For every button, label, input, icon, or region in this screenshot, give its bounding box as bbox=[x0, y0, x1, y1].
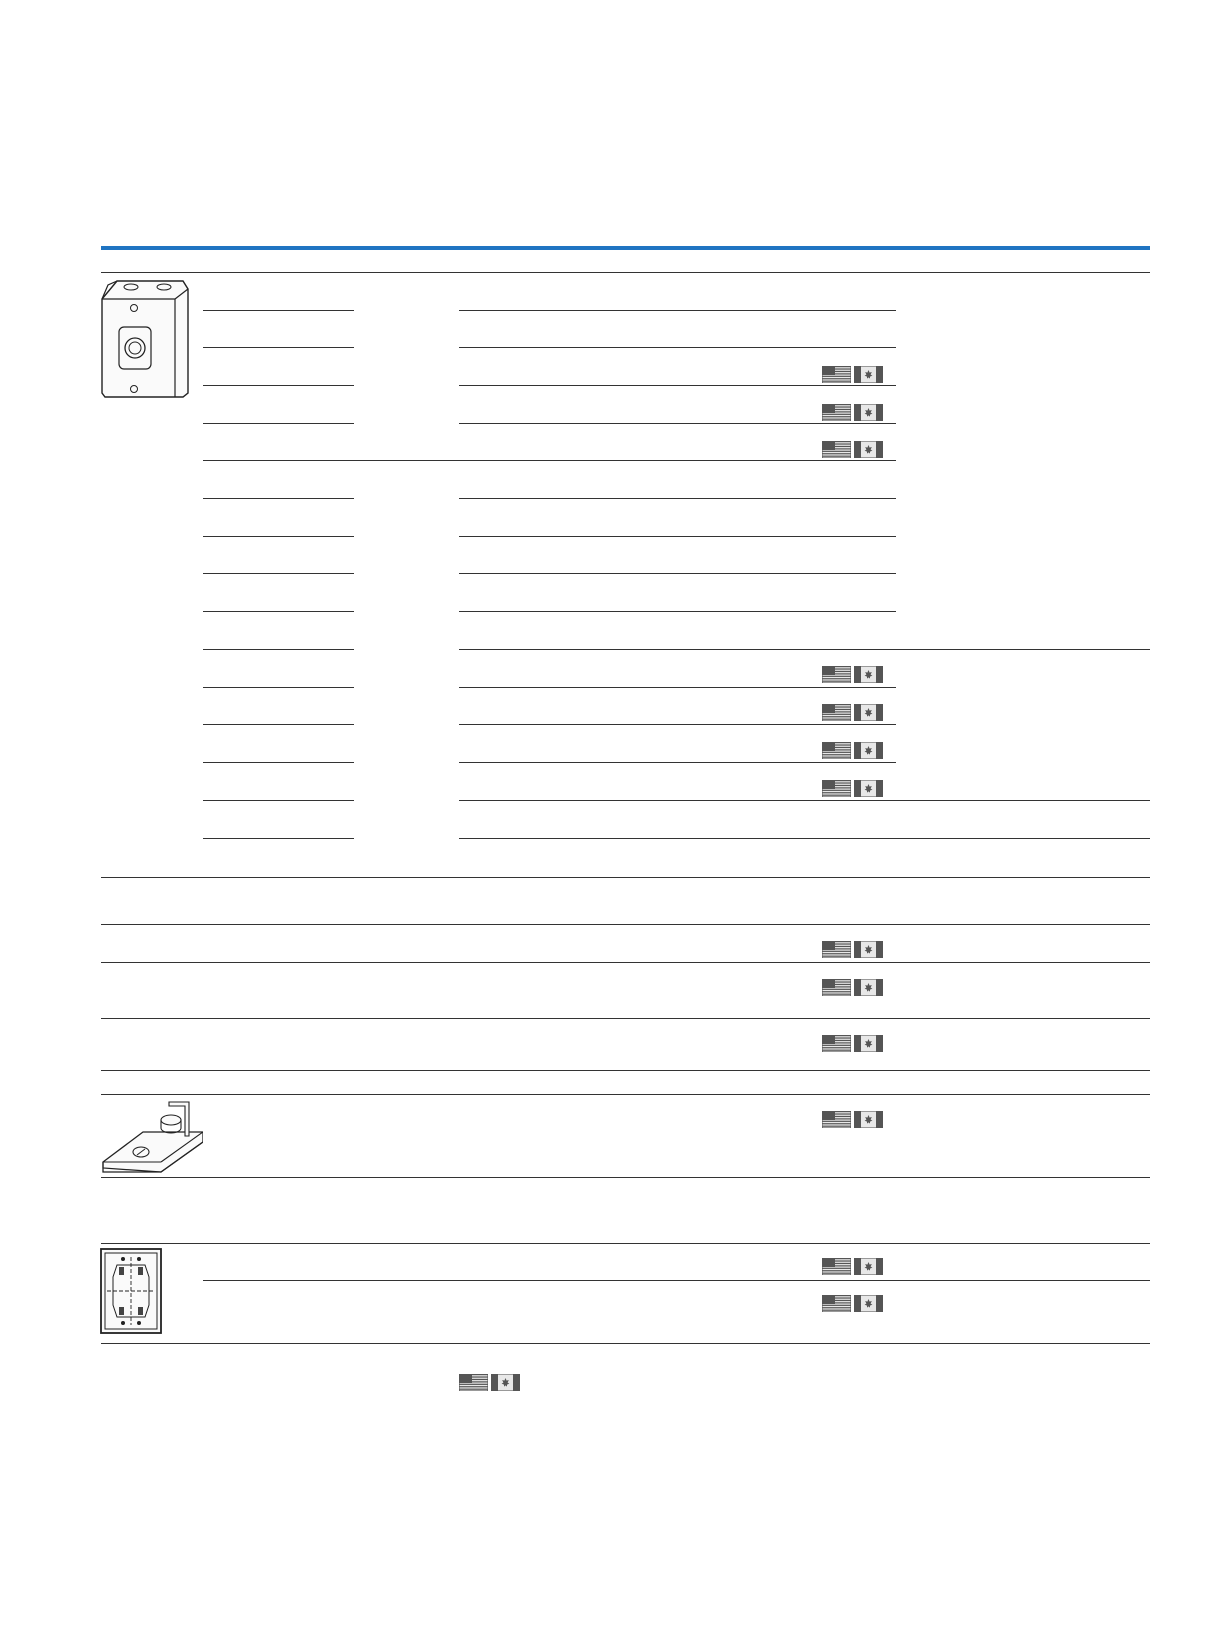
table-rule bbox=[203, 800, 354, 801]
table-rule bbox=[101, 1018, 1150, 1019]
certification-flag-pair bbox=[459, 1374, 521, 1391]
certification-flag-pair bbox=[822, 704, 884, 721]
table-rule bbox=[459, 838, 1150, 839]
us-flag-icon bbox=[822, 780, 851, 797]
certification-flag-pair bbox=[822, 780, 884, 797]
us-flag-icon bbox=[822, 979, 851, 996]
table-rule bbox=[459, 347, 896, 348]
us-flag-icon bbox=[822, 1295, 851, 1312]
table-rule bbox=[203, 724, 354, 725]
table-rule bbox=[101, 1177, 1150, 1178]
table-rule bbox=[203, 687, 354, 688]
table-rule bbox=[459, 498, 896, 499]
certification-flag-pair bbox=[822, 941, 884, 958]
table-rule bbox=[101, 1343, 1150, 1344]
table-rule bbox=[459, 611, 896, 612]
table-rule bbox=[203, 385, 354, 386]
section-header-rule bbox=[101, 246, 1150, 250]
canada-flag-icon bbox=[854, 1295, 883, 1312]
table-rule bbox=[101, 272, 1150, 273]
table-rule bbox=[459, 385, 896, 386]
table-rule bbox=[101, 1094, 1150, 1095]
us-flag-icon bbox=[822, 704, 851, 721]
canada-flag-icon bbox=[854, 404, 883, 421]
canada-flag-icon bbox=[854, 1111, 883, 1128]
canada-flag-icon bbox=[854, 1258, 883, 1275]
canada-flag-icon bbox=[491, 1374, 520, 1391]
table-rule bbox=[459, 649, 1150, 650]
us-flag-icon bbox=[822, 666, 851, 683]
certification-flag-pair bbox=[822, 666, 884, 683]
canada-flag-icon bbox=[854, 441, 883, 458]
table-rule bbox=[101, 1070, 1150, 1071]
us-flag-icon bbox=[822, 1111, 851, 1128]
table-rule bbox=[459, 310, 896, 311]
canada-flag-icon bbox=[854, 1035, 883, 1052]
table-rule bbox=[101, 962, 1150, 963]
us-flag-icon bbox=[822, 404, 851, 421]
table-rule bbox=[101, 1243, 1150, 1244]
table-rule bbox=[203, 1280, 1150, 1281]
certification-flag-pair bbox=[822, 1295, 884, 1312]
table-rule bbox=[459, 762, 896, 763]
table-rule bbox=[203, 649, 354, 650]
enclosure-switch-drawing bbox=[99, 277, 189, 399]
us-flag-icon bbox=[459, 1374, 488, 1391]
certification-flag-pair bbox=[822, 1111, 884, 1128]
table-rule bbox=[203, 347, 354, 348]
table-rule bbox=[459, 536, 896, 537]
table-rule bbox=[203, 498, 354, 499]
certification-flag-pair bbox=[822, 1035, 884, 1052]
table-rule bbox=[203, 573, 354, 574]
locking-plate-drawing bbox=[99, 1098, 203, 1176]
table-rule bbox=[203, 611, 354, 612]
table-rule bbox=[101, 877, 1150, 878]
certification-flag-pair bbox=[822, 742, 884, 759]
table-rule bbox=[203, 460, 896, 461]
us-flag-icon bbox=[822, 441, 851, 458]
us-flag-icon bbox=[822, 1035, 851, 1052]
table-rule bbox=[459, 423, 896, 424]
us-flag-icon bbox=[822, 1258, 851, 1275]
certification-flag-pair bbox=[822, 366, 884, 383]
us-flag-icon bbox=[822, 742, 851, 759]
certification-flag-pair bbox=[822, 979, 884, 996]
table-rule bbox=[203, 762, 354, 763]
table-rule bbox=[203, 310, 354, 311]
table-rule bbox=[101, 924, 1150, 925]
canada-flag-icon bbox=[854, 742, 883, 759]
canada-flag-icon bbox=[854, 941, 883, 958]
table-rule bbox=[203, 838, 354, 839]
us-flag-icon bbox=[822, 941, 851, 958]
us-flag-icon bbox=[822, 366, 851, 383]
canada-flag-icon bbox=[854, 780, 883, 797]
canada-flag-icon bbox=[854, 666, 883, 683]
mounting-plate-drawing bbox=[99, 1247, 165, 1337]
canada-flag-icon bbox=[854, 979, 883, 996]
table-rule bbox=[203, 423, 354, 424]
canada-flag-icon bbox=[854, 366, 883, 383]
certification-flag-pair bbox=[822, 1258, 884, 1275]
table-rule bbox=[459, 724, 896, 725]
canada-flag-icon bbox=[854, 704, 883, 721]
table-rule bbox=[203, 536, 354, 537]
table-rule bbox=[459, 687, 896, 688]
certification-flag-pair bbox=[822, 441, 884, 458]
table-rule bbox=[459, 800, 1150, 801]
certification-flag-pair bbox=[822, 404, 884, 421]
table-rule bbox=[459, 573, 896, 574]
